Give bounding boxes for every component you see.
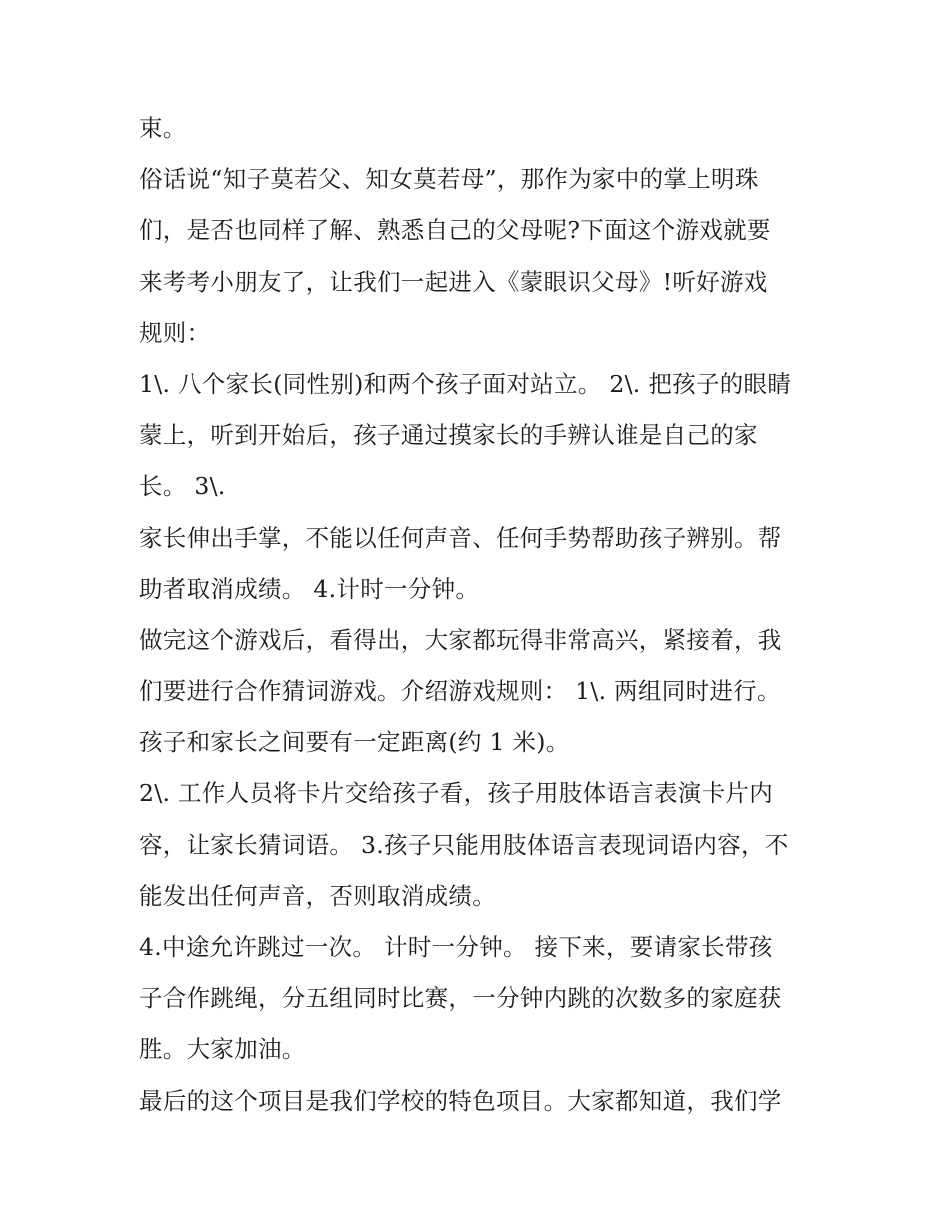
text-line: 束。 [139, 114, 187, 142]
text-line: 2\. 工作人员将卡片交给孩子看，孩子用肢体语言表演卡片内 [139, 779, 774, 808]
text-line: 能发出任何声音，否则取消成绩。 [139, 881, 496, 910]
text-line: 家长伸出手掌，不能以任何声音、任何手势帮助孩子辨别。帮 [139, 523, 782, 552]
text-line: 规则： [139, 318, 211, 347]
text-line: 最后的这个项目是我们学校的特色项目。大家都知道，我们学 [139, 1086, 782, 1115]
text-line: 孩子和家长之间要有一定距离(约 1 米)。 [139, 728, 570, 757]
text-line: 子合作跳绳，分五组同时比赛，一分钟内跳的次数多的家庭获 [139, 984, 782, 1013]
text-line: 做完这个游戏后，看得出，大家都玩得非常高兴，紧接着，我 [139, 625, 782, 654]
text-line: 们，是否也同样了解、熟悉自己的父母呢?下面这个游戏就要 [139, 216, 771, 245]
text-line: 胜。大家加油。 [139, 1035, 306, 1064]
text-line: 1\. 八个家长(同性别)和两个孩子面对站立。 2\. 把孩子的眼睛 [139, 369, 792, 398]
text-line: 们要进行合作猜词游戏。介绍游戏规则： 1\. 两组同时进行。 [139, 677, 781, 706]
text-line: 容，让家长猜词语。 3.孩子只能用肢体语言表现词语内容，不 [139, 830, 789, 859]
text-line: 助者取消成绩。 4.计时一分钟。 [139, 574, 480, 603]
text-line: 长。 3\. [139, 472, 226, 501]
text-line: 4.中途允许跳过一次。 计时一分钟。 接下来，要请家长带孩 [139, 933, 773, 961]
text-line: 来考考小朋友了，让我们一起进入《蒙眼识父母》!听好游戏 [139, 267, 768, 296]
text-line: 蒙上，听到开始后，孩子通过摸家长的手辨认谁是自己的家 [139, 421, 758, 450]
text-line: 俗话说“知子莫若父、知女莫若母”，那作为家中的掌上明珠 [139, 165, 759, 194]
body-text [139, 103, 829, 1127]
